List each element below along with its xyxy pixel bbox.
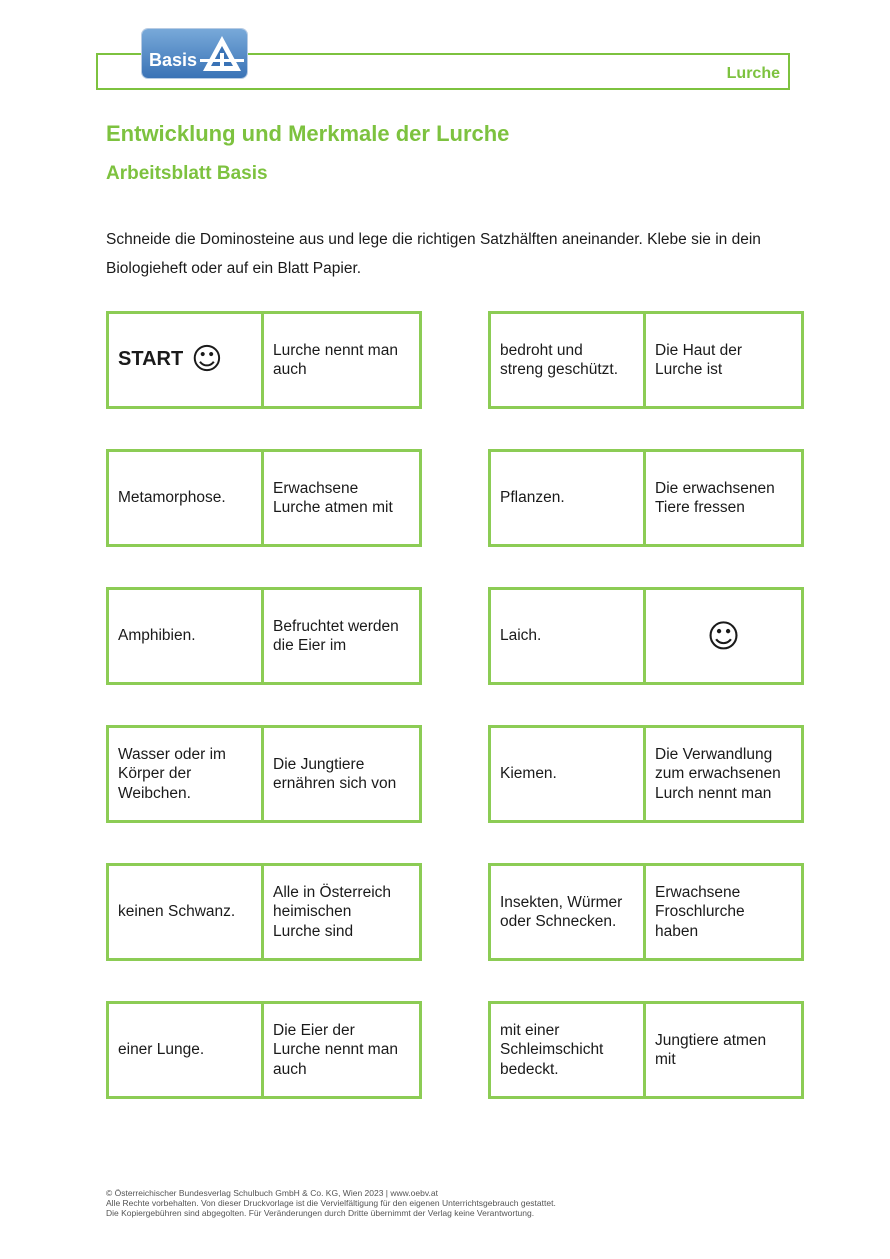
domino-card xyxy=(106,725,422,823)
domino-card xyxy=(106,863,422,961)
basis-logo xyxy=(142,29,247,78)
domino-card xyxy=(106,311,422,409)
domino-left-half: Insekten, Würmer oder Schnecken. xyxy=(491,866,646,958)
domino-left-half xyxy=(109,314,264,406)
domino-right-half: Lurche nennt man auch xyxy=(273,341,398,378)
start-label: START xyxy=(118,348,184,371)
domino-left-half: einer Lunge. xyxy=(109,1004,264,1096)
domino-left-half: Kiemen. xyxy=(491,728,646,820)
domino-left-half: Wasser oder im Körper der Weibchen. xyxy=(109,728,264,820)
copyright-footer xyxy=(106,1188,556,1218)
domino-left-half: bedroht und streng geschützt. xyxy=(491,314,646,406)
smiley-icon: ☺ xyxy=(706,617,741,655)
domino-right-half: Die Jungtiere ernähren sich von xyxy=(273,755,397,792)
triangle-logo-icon xyxy=(200,33,244,75)
instructions: Schneide die Dominosteine aus und lege die richtigen Satzhälften aneinander. Klebe sie in dein Biologieheft oder auf ein Blatt Papier. xyxy=(106,231,761,277)
domino-card xyxy=(488,587,804,685)
domino-right-half: Befruchtet werden die Eier im xyxy=(273,617,399,654)
domino-card xyxy=(488,311,804,409)
domino-right-half: Alle in Österreich heimischen Lurche sind xyxy=(273,883,392,940)
domino-right-half: Die Verwandlung zum erwachsenen Lurch nennt man xyxy=(655,745,781,802)
domino-right-half: Die Eier der Lurche nennt man auch xyxy=(273,1021,398,1078)
domino-card xyxy=(488,1001,804,1099)
page-title: Entwicklung und Merkmale der Lurche xyxy=(106,121,510,146)
domino-card xyxy=(106,1001,422,1099)
domino-card xyxy=(106,449,422,547)
domino-card xyxy=(488,449,804,547)
smiley-icon: ☺ xyxy=(191,342,223,377)
logo-text: Basis xyxy=(149,50,198,70)
domino-left-half: Laich. xyxy=(491,590,646,682)
domino-left-half: Pflanzen. xyxy=(491,452,646,544)
domino-left-half: Metamorphose. xyxy=(109,452,264,544)
domino-right-half xyxy=(646,590,801,682)
domino-right-half: Die erwachsenen Tiere fressen xyxy=(655,479,775,516)
subject-label: Lurche xyxy=(726,65,780,82)
domino-right-half: Erwachsene Lurche atmen mit xyxy=(273,479,393,516)
domino-card xyxy=(106,587,422,685)
footer-line: Alle Rechte vorbehalten. Von dieser Druckvorlage ist die Vervielfältigung für den eigenen Unterrichtsgebrauch gestattet. xyxy=(106,1198,556,1208)
domino-right-half: Die Haut der Lurche ist xyxy=(655,341,743,378)
domino-left-half: keinen Schwanz. xyxy=(109,866,264,958)
domino-left-half: Amphibien. xyxy=(109,590,264,682)
domino-right-half: Jungtiere atmen mit xyxy=(655,1031,767,1068)
domino-card xyxy=(488,863,804,961)
domino-card xyxy=(488,725,804,823)
footer-line: © Österreichischer Bundesverlag Schulbuch GmbH & Co. KG, Wien 2023 | www.oebv.at xyxy=(106,1188,438,1198)
domino-left-half: mit einer Schleimschicht bedeckt. xyxy=(491,1004,646,1096)
domino-right-half: Erwachsene Froschlurche haben xyxy=(655,883,745,940)
page-subtitle: Arbeitsblatt Basis xyxy=(106,163,268,184)
footer-line: Die Kopiergebühren sind abgegolten. Für Veränderungen durch Dritte übernimmt der Verlag keine Verantwortung. xyxy=(106,1208,535,1218)
